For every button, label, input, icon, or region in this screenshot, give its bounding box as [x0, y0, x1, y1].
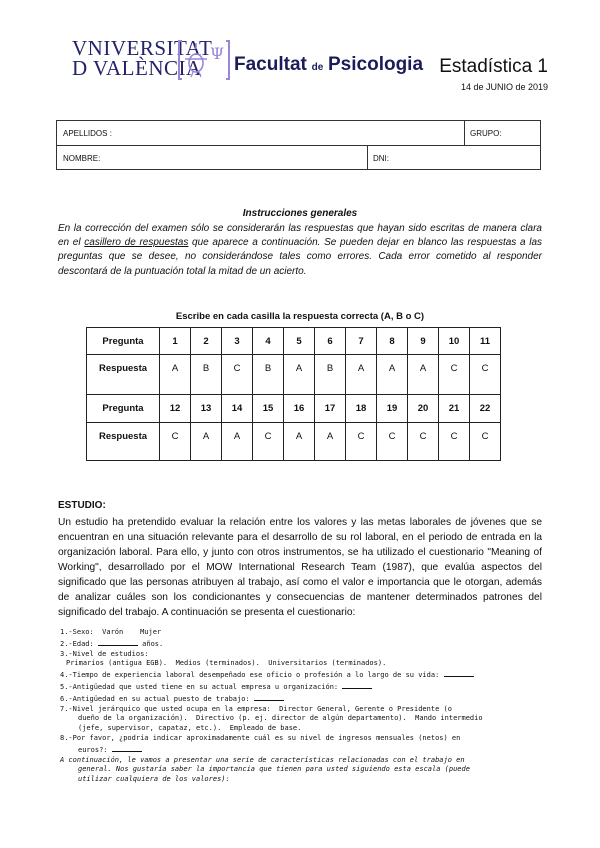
- question-number: 11: [470, 328, 501, 355]
- question-number: 9: [408, 328, 439, 355]
- question-6-label: 6.-Antigüedad en su actual puesto de trabajo:: [60, 694, 254, 703]
- question-number: 19: [377, 395, 408, 423]
- question-8-label: euros?:: [78, 745, 112, 754]
- question-4-label: 4.-Tiempo de experiencia laboral desempeñado ese oficio o profesión a lo largo de su vida:: [60, 671, 444, 680]
- divider: [464, 121, 465, 145]
- divider: [367, 145, 368, 170]
- answer-cell[interactable]: C: [470, 355, 501, 395]
- nombre-field[interactable]: NOMBRE:: [63, 154, 101, 163]
- question-number: 3: [222, 328, 253, 355]
- question-number: 1: [160, 328, 191, 355]
- answer-cell[interactable]: A: [222, 423, 253, 461]
- faculty-name-de: de: [311, 62, 324, 73]
- answer-cell[interactable]: A: [346, 355, 377, 395]
- instructions-title: Instrucciones generales: [242, 208, 358, 219]
- question-number: 8: [377, 328, 408, 355]
- exam-date: 14 de JUNIO de 2019: [460, 82, 548, 92]
- question-1-sex: 1.-Sexo: Varón Mujer: [60, 628, 162, 636]
- answer-cell[interactable]: A: [315, 423, 346, 461]
- faculty-name-part1: Facultat: [234, 54, 307, 75]
- question-5-seniority-company: [60, 681, 560, 693]
- question-7-level: 7.-Nivel jerárquico que usted ocupa en la empresa: Director General, Gerente o Presidente (o: [60, 704, 452, 713]
- question-7-level-cont: dueño de la organización). Directivo (p. ej. director de algún departamento). Mando intermedio: [78, 714, 483, 723]
- answer-cell[interactable]: C: [346, 423, 377, 461]
- questionnaire: [60, 628, 560, 785]
- seniority-position-blank-field[interactable]: [254, 693, 284, 701]
- id-row-1: [57, 121, 540, 146]
- answer-cell[interactable]: A: [191, 423, 222, 461]
- answer-cell[interactable]: C: [253, 423, 284, 461]
- answer-cell[interactable]: A: [408, 355, 439, 395]
- svg-text:Ψ: Ψ: [210, 44, 225, 63]
- question-number: 2: [191, 328, 222, 355]
- scale-intro: A continuación, le vamos a presentar una serie de características relacionadas con el trabajo en: [60, 755, 465, 764]
- question-6-seniority-position: [60, 693, 560, 705]
- question-number: 14: [222, 395, 253, 423]
- answer-cell[interactable]: C: [408, 423, 439, 461]
- question-number: 12: [160, 395, 191, 423]
- answer-row-1: [87, 355, 501, 395]
- question-row-1: [87, 328, 501, 355]
- answer-cell[interactable]: A: [377, 355, 408, 395]
- question-number: 16: [284, 395, 315, 423]
- instructions-text: [58, 222, 542, 279]
- question-number: 15: [253, 395, 284, 423]
- answer-cell[interactable]: C: [470, 423, 501, 461]
- faculty-psi-logo-icon: [176, 37, 232, 83]
- question-5-label: 5.-Antigüedad que usted tiene en su actual empresa u organización:: [60, 682, 343, 691]
- answer-label: Respuesta: [87, 355, 160, 395]
- answer-cell[interactable]: A: [284, 355, 315, 395]
- student-id-box: [56, 120, 541, 170]
- question-number: 5: [284, 328, 315, 355]
- question-row-2: [87, 395, 501, 423]
- question-number: 22: [470, 395, 501, 423]
- instructions-underlined: casillero de respuestas: [84, 237, 189, 249]
- answer-cell[interactable]: B: [191, 355, 222, 395]
- study-heading: ESTUDIO:: [58, 500, 106, 511]
- question-number: 20: [408, 395, 439, 423]
- university-name-line2: D VALÈNCIA: [72, 56, 202, 80]
- scale-intro-cont: utilizar cualquiera de los valores):: [78, 775, 230, 784]
- answer-cell[interactable]: C: [377, 423, 408, 461]
- question-2-suffix: años.: [137, 639, 164, 648]
- answer-cell[interactable]: C: [160, 423, 191, 461]
- apellidos-field[interactable]: APELLIDOS :: [63, 129, 112, 138]
- question-4-experience: [60, 669, 560, 681]
- answer-label: Respuesta: [87, 423, 160, 461]
- answer-cell[interactable]: A: [160, 355, 191, 395]
- question-number: 21: [439, 395, 470, 423]
- faculty-name-part2: Psicologia: [328, 54, 424, 75]
- instructions-text-part1: En la corrección del examen sólo se considerarán las respuestas que hayan sido escritas de manera clara en el: [58, 223, 542, 249]
- grupo-field[interactable]: GRUPO:: [470, 129, 502, 138]
- question-7-level-cont: (jefe, supervisor, capataz, etc.). Empleado de base.: [78, 724, 302, 733]
- answer-cell[interactable]: C: [439, 355, 470, 395]
- income-blank-field[interactable]: [112, 744, 142, 752]
- question-3-education: 3.-Nivel de estudios:: [60, 649, 149, 658]
- question-2-age: [60, 638, 560, 650]
- age-blank-field[interactable]: [98, 638, 138, 646]
- question-8-income: 8.-Por favor, ¿podría indicar aproximadamente cuál es su nivel de ingresos mensuales (netos) en: [60, 733, 461, 742]
- question-number: 13: [191, 395, 222, 423]
- scale-intro-cont: general. Nos gustaría saber la importancia que tienen para usted siguiendo esta escala (puede: [78, 765, 470, 774]
- question-number: 10: [439, 328, 470, 355]
- question-3-options: Primarios (antigua EGB). Medios (terminados). Universitarios (terminados).: [66, 659, 387, 668]
- seniority-company-blank-field[interactable]: [342, 681, 372, 689]
- university-name-line1: VNIVERSITAT: [72, 36, 213, 60]
- study-text: Un estudio ha pretendido evaluar la relación entre los valores y las metas laborales de jóvenes que se encuentran en una situación relevante para el desarrollo de su rol laboral, en el periodo de entrada en la organización laboral. Para ello, y junto con otros instrumentos, se ha utilizado el cuestionario "Meaning of Working", desarrollado por el MOW International Research Team (1987), que evalúa aspectos del significado que las personas atribuyen al trabajo, así como el valor e importancia que le otorgan, además de analizar cuáles son los condicionantes y consecuencias de mantener determinados patrones del significado del trabajo. A continuación se presenta el cuestionario:: [58, 517, 542, 618]
- question-label: Pregunta: [87, 328, 160, 355]
- answer-cell[interactable]: C: [222, 355, 253, 395]
- faculty-name: [234, 54, 423, 76]
- question-label: Pregunta: [87, 395, 160, 423]
- experience-blank-field[interactable]: [444, 669, 474, 677]
- answer-cell[interactable]: B: [315, 355, 346, 395]
- question-number: 7: [346, 328, 377, 355]
- question-number: 6: [315, 328, 346, 355]
- question-number: 17: [315, 395, 346, 423]
- answer-grid: [86, 327, 501, 461]
- dni-field[interactable]: DNI:: [373, 154, 389, 163]
- question-number: 18: [346, 395, 377, 423]
- course-title: Estadística 1: [439, 56, 548, 77]
- answer-cell[interactable]: C: [439, 423, 470, 461]
- answer-row-2: [87, 423, 501, 461]
- question-8-income-cont: [60, 744, 560, 756]
- question-2-label: 2.-Edad:: [60, 639, 98, 648]
- answer-cell[interactable]: A: [284, 423, 315, 461]
- question-number: 4: [253, 328, 284, 355]
- instructions-text-part2: que aparece a continuación. Se pueden dejar en blanco las respuestas a las preguntas que se desee, no considerándose tales como errores. Cada error cometido al responder descontará de la puntuación total la mitad de un acierto.: [58, 237, 543, 277]
- answer-cell[interactable]: B: [253, 355, 284, 395]
- answer-grid-title: Escribe en cada casilla la respuesta correcta (A, B o C): [175, 311, 425, 322]
